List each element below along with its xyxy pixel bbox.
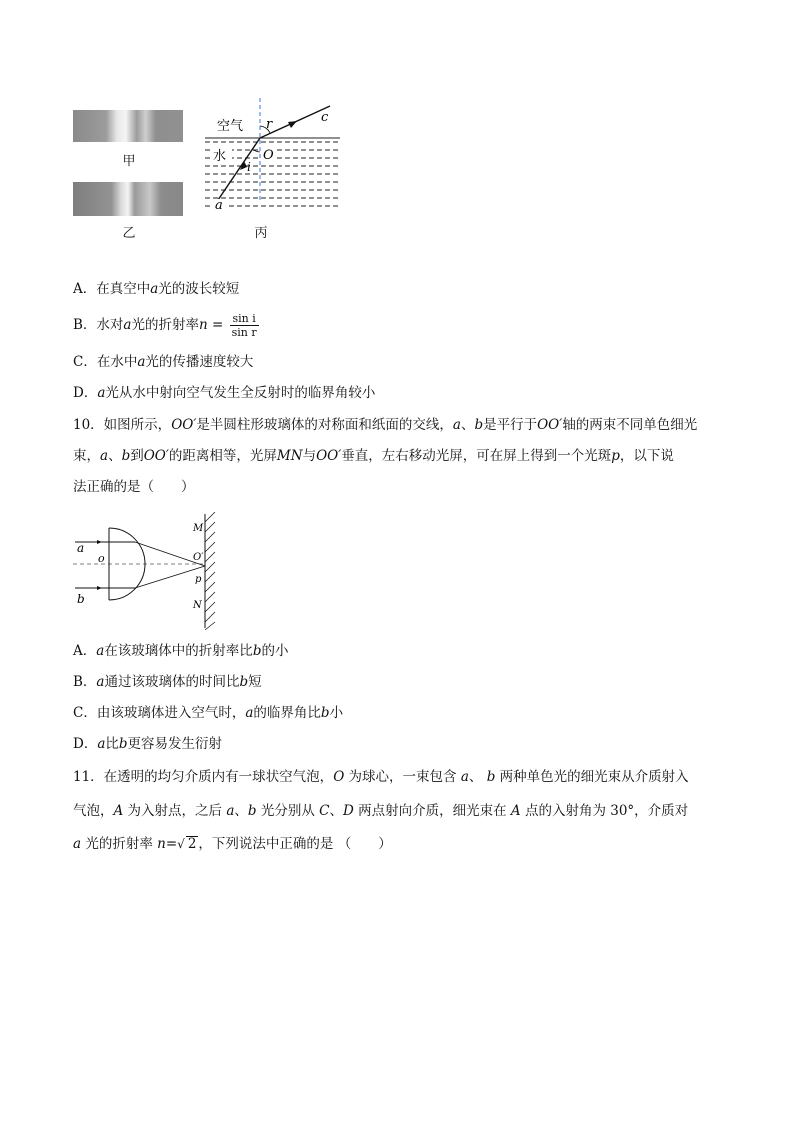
q10-option-c: C．由该玻璃体进入空气时，a的临界角比b小 [73,705,344,721]
label-p: p [195,574,202,585]
label-ray-b: b [77,592,85,606]
label-air: 空气 [217,119,244,134]
q10-stem-line3: 法正确的是（ ） [73,479,195,495]
figure-refraction-diagram [200,96,345,216]
fringe-yi [73,182,183,216]
label-O-prime: O′ [193,552,204,563]
q9-option-a: A．在真空中a光的波长较短 [73,281,240,297]
q11-stem-line2: 气泡，A 为入射点，之后 a、b 光分别从 C、D 两点射向介质，细光束在 A 点的入射角为 30°，介质对 [73,803,689,819]
q9-option-d: D．a光从水中射向空气发生全反射时的临界角较小 [73,385,376,401]
label-ray-a: a [77,541,85,555]
glass-svg [73,512,223,630]
label-r: r [266,117,273,132]
caption-yi: 乙 [122,226,136,241]
q11-stem-line1: 11．在透明的均匀介质内有一球状空气泡，O 为球心，一束包含 a、 b 两种单色光的细光束从介质射入 [73,769,689,785]
caption-jia: 甲 [122,154,136,169]
label-O: O [263,148,274,163]
sqrt-two: 2 [187,836,197,852]
q10-stem-line2: 束，a、b到OO′的距离相等，光屏MN与OO′垂直，左右移动光屏，可在屏上得到一个光斑p，以下说 [73,448,674,464]
figure-semicircle-glass [73,512,223,630]
fringe-jia [73,110,183,142]
incident-ray [218,138,260,200]
label-M: M [193,523,204,534]
q11-stem-line3: a 光的折射率 n=√ 2 ，下列说法中正确的是 （ ） [73,836,392,852]
q10-option-a: A．a在该玻璃体中的折射率比b的小 [73,643,289,659]
q9-option-c: C．在水中a光的传播速度较大 [73,354,254,370]
label-i: i [247,160,251,174]
label-a: a [215,198,223,213]
q10-option-d: D．a比b更容易发生衍射 [73,736,223,752]
label-N: N [193,600,202,611]
label-c: c [321,110,329,125]
q10-stem-line1: 10．如图所示，OO′是半圆柱形玻璃体的对称面和纸面的交线，a、b是平行于OO′轴的两束不同单色细光 [73,417,698,433]
q9-option-b: B．水对a光的折射率n = $\frac{\text{sin i}}{\text{sin r}}$ [73,312,257,339]
label-water: 水 [213,149,227,164]
caption-bing: 丙 [254,226,268,241]
q10-option-b: B．a通过该玻璃体的时间比b短 [73,674,262,690]
refractive-index-fraction: $\frac{\text{sin i}}{\text{sin r}}$ [231,312,257,339]
label-o: o [98,552,105,565]
refraction-svg [200,96,345,216]
